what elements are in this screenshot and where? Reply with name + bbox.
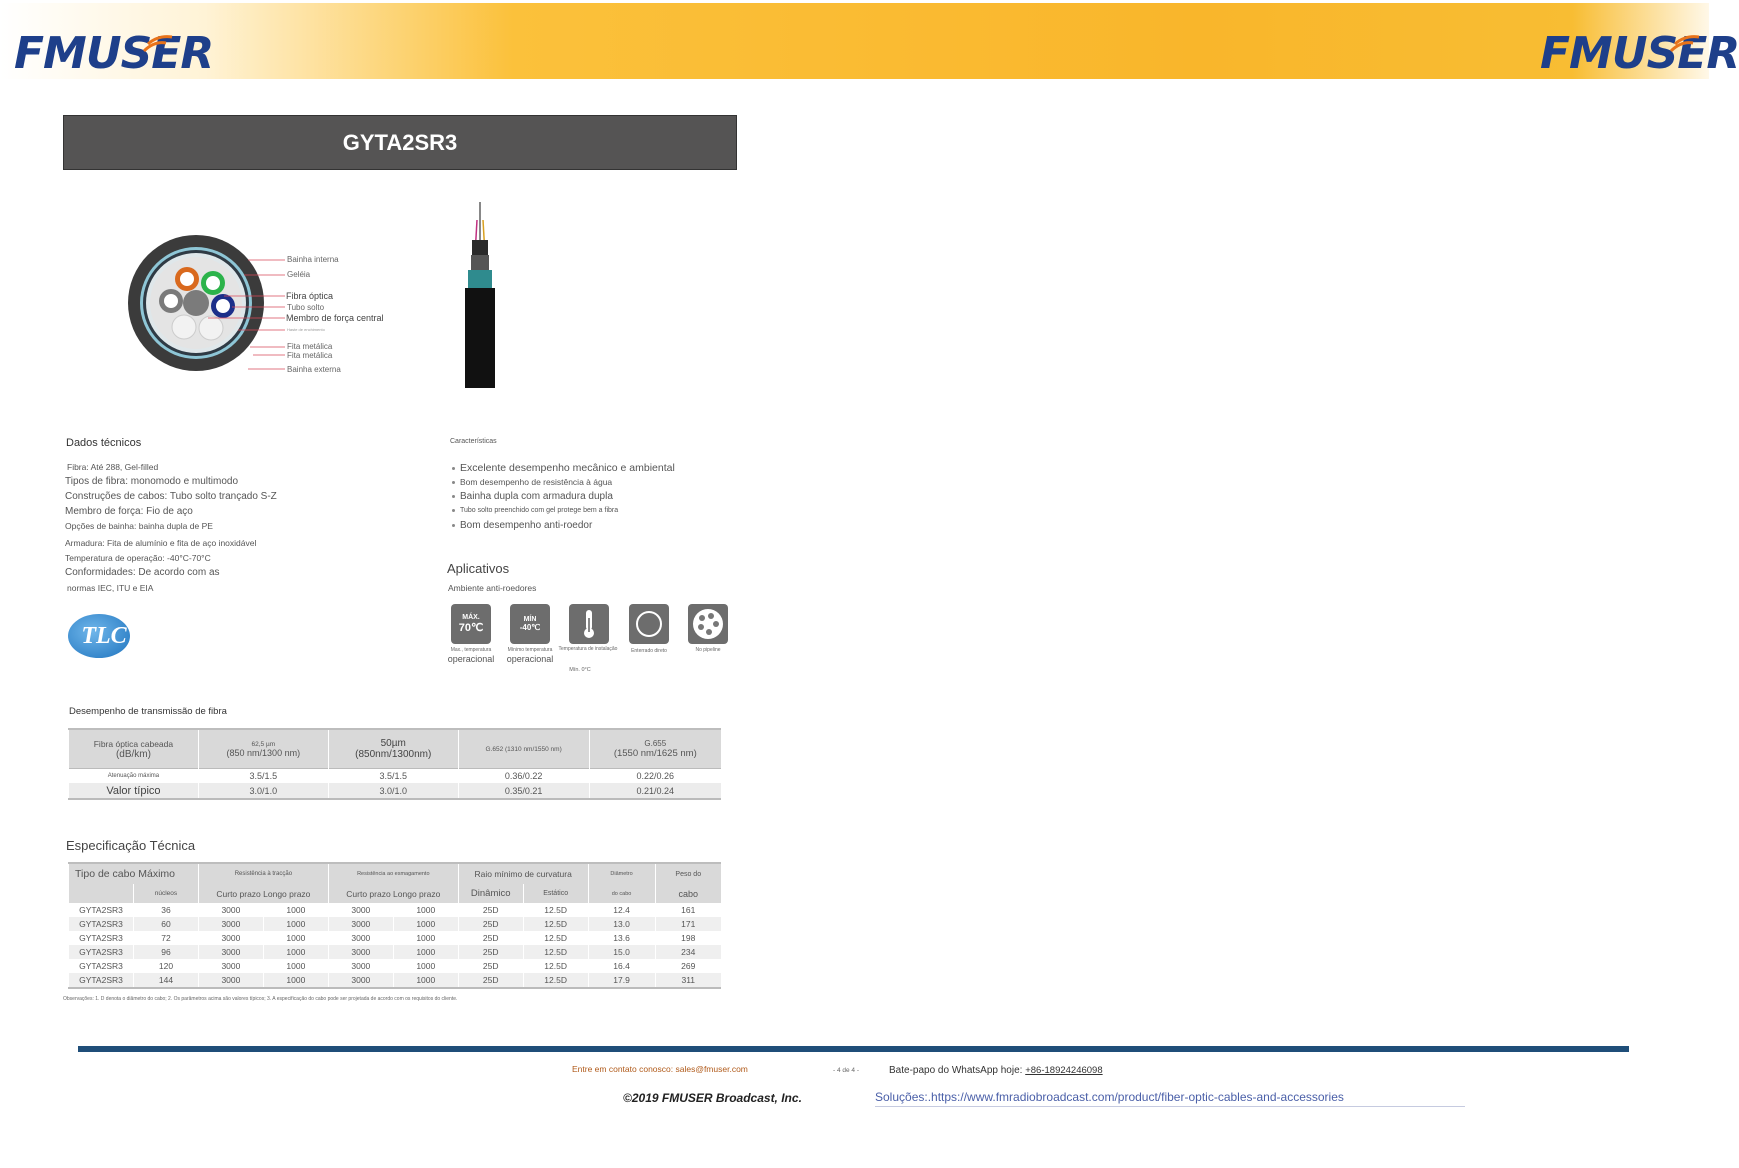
table-cell: 3000 bbox=[328, 945, 393, 959]
footer-solutions-link[interactable]: Soluções:.https://www.fmradiobroadcast.com/product/fiber-optic-cables-and-accessories bbox=[875, 1090, 1344, 1104]
table-cell: 13.0 bbox=[588, 917, 655, 931]
performance-heading: Desempenho de transmissão de fibra bbox=[69, 706, 227, 717]
table-cell: 1000 bbox=[393, 917, 458, 931]
table-header-cell: Curto prazo Longo prazo bbox=[198, 884, 328, 903]
table-row bbox=[69, 973, 722, 988]
table-cell: 1000 bbox=[263, 903, 328, 917]
table-cell: 1000 bbox=[263, 945, 328, 959]
label-optical-fiber: Fibra óptica bbox=[286, 291, 334, 301]
table-header-cell: Tipo de cabo Máximo bbox=[69, 863, 199, 884]
table-row bbox=[69, 903, 722, 917]
table-cell: GYTA2SR3 bbox=[69, 973, 134, 988]
table-header-cell: Fibra óptica cabeada (dB/km) bbox=[69, 729, 199, 769]
table-cell: 234 bbox=[655, 945, 721, 959]
icon-caption-small: Mínimo temperatura bbox=[507, 647, 553, 653]
table-header-cell: G.652 (1310 nm/1550 nm) bbox=[458, 729, 589, 769]
table-cell: 25D bbox=[458, 959, 523, 973]
table-cell: 1000 bbox=[393, 973, 458, 988]
table-cell: GYTA2SR3 bbox=[69, 945, 134, 959]
in-duct-icon bbox=[688, 604, 728, 644]
table-cell: 72 bbox=[133, 931, 198, 945]
table-cell: 16.4 bbox=[588, 959, 655, 973]
feature-item: Bainha dupla com armadura dupla bbox=[452, 491, 613, 502]
logo-waves-icon bbox=[1667, 31, 1703, 55]
table-header-cell: cabo bbox=[655, 884, 721, 903]
table-row bbox=[69, 959, 722, 973]
table-cell: 12.5D bbox=[523, 973, 588, 988]
table-cell: 25D bbox=[458, 903, 523, 917]
table-cell: 144 bbox=[133, 973, 198, 988]
table-header-cell: do cabo bbox=[588, 884, 655, 903]
tech-line-fiber-types: Tipos de fibra: monomodo e multimodo bbox=[65, 476, 239, 487]
table-row: Valor típico 3.0/1.0 3.0/1.0 0.35/0.21 0.21/0.24 bbox=[69, 783, 722, 799]
product-title: GYTA2SR3 bbox=[342, 129, 458, 155]
table-header-row bbox=[69, 884, 722, 903]
icon-caption-small: No pipeline bbox=[695, 647, 721, 653]
label-outer-sheath: Bainha externa bbox=[287, 365, 341, 374]
table-cell: 13.6 bbox=[588, 931, 655, 945]
tech-line-standards: normas IEC, ITU e EIA bbox=[67, 583, 154, 593]
table-cell: 311 bbox=[655, 973, 721, 988]
cable-cross-section-diagram bbox=[120, 230, 410, 380]
table-cell: 3000 bbox=[328, 973, 393, 988]
table-cell: 161 bbox=[655, 903, 721, 917]
footer-page-number: - 4 de 4 - bbox=[833, 1067, 860, 1074]
min-temp-icon: MÍN -40℃ bbox=[510, 604, 550, 644]
table-cell: 120 bbox=[133, 959, 198, 973]
applications-heading: Aplicativos bbox=[447, 561, 510, 576]
label-filler-rod: Haste de enchimento bbox=[287, 327, 325, 332]
table-cell: 25D bbox=[458, 917, 523, 931]
feature-item: Excelente desempenho mecânico e ambiental bbox=[452, 462, 675, 474]
footer-contact[interactable]: Entre em contato conosco: sales@fmuser.com bbox=[572, 1064, 748, 1074]
footer-copyright: ©2019 FMUSER Broadcast, Inc. bbox=[623, 1091, 802, 1105]
header-banner bbox=[0, 3, 1709, 79]
label-jelly: Geléia bbox=[287, 270, 311, 279]
table-cell: 12.5D bbox=[523, 945, 588, 959]
features-heading: Características bbox=[450, 438, 497, 445]
whatsapp-number-link[interactable]: +86-18924246098 bbox=[1025, 1065, 1103, 1076]
table-header-cell: G.655 (1550 nm/1625 nm) bbox=[589, 729, 721, 769]
table-cell: GYTA2SR3 bbox=[69, 959, 134, 973]
table-cell: 1000 bbox=[393, 931, 458, 945]
table-cell: 3000 bbox=[328, 917, 393, 931]
table-cell: GYTA2SR3 bbox=[69, 917, 134, 931]
table-cell: 25D bbox=[458, 945, 523, 959]
tech-line-strength-member: Membro de força: Fio de aço bbox=[65, 506, 193, 517]
table-cell: 3000 bbox=[198, 917, 263, 931]
table-cell: 171 bbox=[655, 917, 721, 931]
spec-note: Observações: 1. D denota o diâmetro do cabo; 2. Os parâmetros acima são valores típicos; 3. A especificação do cabo pode ser projetada de acordo com os requisitos do cliente. bbox=[63, 996, 458, 1002]
performance-table bbox=[68, 728, 721, 800]
tech-line-temperature: Temperatura de operação: -40°C-70°C bbox=[65, 553, 211, 563]
icon-caption-small: Enterrado direto bbox=[631, 648, 667, 654]
cable-photo bbox=[460, 200, 500, 390]
table-row bbox=[69, 945, 722, 959]
icon-caption: Mín. 0°C bbox=[569, 667, 591, 673]
footer-rule bbox=[78, 1046, 1629, 1052]
table-cell: 3000 bbox=[198, 903, 263, 917]
link-underline bbox=[875, 1106, 1465, 1107]
table-header-cell: Dinâmico bbox=[458, 884, 523, 903]
table-cell: 15.0 bbox=[588, 945, 655, 959]
table-cell: 3000 bbox=[198, 973, 263, 988]
product-title-bar bbox=[63, 115, 737, 170]
feature-item: Tubo solto preenchido com gel protege bem a fibra bbox=[452, 507, 618, 514]
table-cell: 198 bbox=[655, 931, 721, 945]
table-cell: 3000 bbox=[198, 959, 263, 973]
fmuser-logo-right: FMUSER bbox=[1540, 28, 1739, 79]
table-cell: 25D bbox=[458, 973, 523, 988]
applications-subheading: Ambiente anti-roedores bbox=[448, 583, 537, 593]
feature-item: Bom desempenho anti-roedor bbox=[452, 520, 592, 531]
table-cell: 1000 bbox=[393, 959, 458, 973]
table-cell: 36 bbox=[133, 903, 198, 917]
label-metal-tape-1: Fita metálica bbox=[287, 342, 333, 351]
table-row: Atenuação máxima 3.5/1.5 3.5/1.5 0.36/0.22 0.22/0.26 bbox=[69, 769, 722, 784]
tech-line-sheath: Opções de bainha: bainha dupla de PE bbox=[65, 521, 213, 531]
table-header-cell: Curto prazo Longo prazo bbox=[328, 884, 458, 903]
table-cell: 1000 bbox=[263, 959, 328, 973]
max-temp-icon: MÁX. 70℃ bbox=[451, 604, 491, 644]
table-cell: 3000 bbox=[198, 945, 263, 959]
spec-table bbox=[68, 862, 721, 989]
table-cell: 1000 bbox=[263, 931, 328, 945]
tech-line-armor: Armadura: Fita de alumínio e fita de aço inoxidável bbox=[65, 538, 257, 548]
table-header-cell: 50µm (850nm/1300nm) bbox=[328, 729, 458, 769]
table-cell: 17.9 bbox=[588, 973, 655, 988]
fmuser-logo-left: FMUSER bbox=[14, 28, 214, 79]
table-header-cell: Raio mínimo de curvatura bbox=[458, 863, 588, 884]
icon-caption-small: Max., temperatura bbox=[450, 647, 492, 653]
thermometer-icon bbox=[569, 604, 609, 644]
table-header-cell: Peso do bbox=[655, 863, 721, 884]
tlc-logo-text: TLC bbox=[81, 622, 127, 649]
table-cell: 96 bbox=[133, 945, 198, 959]
table-cell: 12.5D bbox=[523, 917, 588, 931]
table-cell: 3000 bbox=[198, 931, 263, 945]
label-metal-tape-2: Fita metálica bbox=[287, 351, 333, 360]
table-cell: 25D bbox=[458, 931, 523, 945]
table-cell: 3000 bbox=[328, 931, 393, 945]
table-row bbox=[69, 917, 722, 931]
table-header-cell: Resistência ao esmagamento bbox=[328, 863, 458, 884]
table-header-cell: Estático bbox=[523, 884, 588, 903]
label-loose-tube: Tubo solto bbox=[287, 303, 325, 312]
table-cell: GYTA2SR3 bbox=[69, 903, 134, 917]
label-central-strength-member: Membro de força central bbox=[286, 313, 384, 323]
feature-item: Bom desempenho de resistência à água bbox=[452, 477, 612, 487]
table-header-cell: 62,5 µm (850 nm/1300 nm) bbox=[198, 729, 328, 769]
table-cell: 12.5D bbox=[523, 903, 588, 917]
table-cell: 269 bbox=[655, 959, 721, 973]
tech-line-conformity: Conformidades: De acordo com as bbox=[65, 567, 220, 578]
direct-burial-icon bbox=[629, 604, 669, 644]
icon-caption: operacional bbox=[506, 654, 554, 664]
table-header-cell: Resistência à tracção bbox=[198, 863, 328, 884]
logo-waves-icon bbox=[140, 31, 176, 55]
table-cell: 60 bbox=[133, 917, 198, 931]
table-header-row bbox=[69, 863, 722, 884]
table-cell: 1000 bbox=[393, 903, 458, 917]
table-cell: 3000 bbox=[328, 959, 393, 973]
table-header-cell: núcleos bbox=[133, 884, 198, 903]
table-cell: GYTA2SR3 bbox=[69, 931, 134, 945]
table-header-cell: Diâmetro bbox=[588, 863, 655, 884]
tech-line-construction: Construções de cabos: Tubo solto trançado S-Z bbox=[65, 491, 277, 502]
footer-whatsapp: Bate-papo do WhatsApp hoje: +86-18924246098 bbox=[889, 1065, 1103, 1076]
table-cell: 1000 bbox=[263, 973, 328, 988]
table-cell: 12.4 bbox=[588, 903, 655, 917]
table-cell: 1000 bbox=[263, 917, 328, 931]
technical-data-heading: Dados técnicos bbox=[66, 437, 142, 449]
table-cell: 12.5D bbox=[523, 959, 588, 973]
table-header-row bbox=[69, 729, 722, 769]
label-inner-sheath: Bainha interna bbox=[287, 255, 339, 264]
tech-line-fiber: Fibra: Até 288, Gel-filled bbox=[67, 462, 159, 472]
icon-caption: operacional bbox=[447, 654, 495, 664]
table-cell: 12.5D bbox=[523, 931, 588, 945]
table-cell: 1000 bbox=[393, 945, 458, 959]
table-cell: 3000 bbox=[328, 903, 393, 917]
spec-heading: Especificação Técnica bbox=[66, 838, 196, 853]
icon-caption-small: Temperatura de instalação bbox=[558, 646, 618, 652]
table-row bbox=[69, 931, 722, 945]
